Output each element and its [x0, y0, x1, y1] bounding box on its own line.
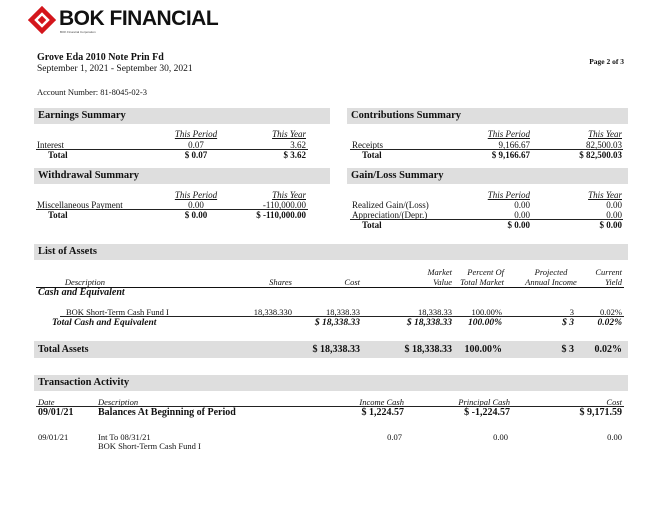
assets-col-yield-1: Current: [595, 267, 622, 277]
total-assets-income: $ 3: [561, 344, 574, 355]
assets-subtotal-percent: 100.00%: [467, 318, 502, 328]
tx-col-principal: Principal Cash: [458, 397, 510, 407]
asset-row-yield: 0.02%: [600, 307, 622, 317]
tx-beginning-principal: $ -1,224.57: [464, 407, 510, 418]
assets-col-market-2: Value: [433, 277, 452, 287]
gainloss-row-year: 0.00: [606, 200, 622, 210]
assets-col-yield-2: Yield: [605, 277, 622, 287]
earnings-row-period: 0.07: [188, 140, 204, 150]
gainloss-col-this-year: This Year: [588, 190, 622, 200]
asset-row-rule: [60, 316, 624, 317]
earnings-row-year: 3.62: [290, 140, 306, 150]
tx-row-cost: 0.00: [607, 432, 622, 442]
earnings-col-this-year: This Year: [272, 129, 306, 139]
assets-col-market-1: Market: [427, 267, 452, 277]
gainloss-row-label: Realized Gain/(Loss): [352, 200, 429, 210]
page-number: Page 2 of 3: [589, 57, 624, 66]
withdrawal-row-label: Miscellaneous Payment: [37, 200, 123, 210]
gainloss-row-label: Appreciation/(Depr.): [352, 210, 428, 220]
asset-row-shares: 18,338.330: [253, 307, 292, 317]
gainloss-summary-title: Gain/Loss Summary: [351, 170, 444, 181]
withdrawal-summary-header: [34, 168, 330, 184]
tx-row-principal: 0.00: [493, 432, 508, 442]
total-assets-cost: $ 18,338.33: [312, 344, 360, 355]
asset-row-market: 18,338.33: [418, 307, 452, 317]
gainloss-total-period: $ 0.00: [507, 220, 530, 230]
account-number-line: [37, 87, 147, 97]
tx-col-cost: Cost: [606, 397, 622, 407]
earnings-total-year: $ 3.62: [283, 150, 306, 160]
gainloss-row-year: 0.00: [606, 210, 622, 220]
contributions-total-year: $ 82,500.03: [579, 150, 622, 160]
withdrawal-col-this-year: This Year: [272, 190, 306, 200]
tx-beginning-cost: $ 9,171.59: [579, 407, 622, 418]
earnings-total-label: Total: [48, 150, 68, 160]
bok-diamond-icon: [28, 6, 56, 34]
gainloss-col-this-period: This Period: [487, 190, 530, 200]
gainloss-total-year: $ 0.00: [599, 220, 622, 230]
asset-row-cost: 18,338.33: [326, 307, 360, 317]
earnings-col-this-period: This Period: [174, 129, 218, 139]
gainloss-row-period: 0.00: [514, 200, 530, 210]
assets-col-percent-1: Percent Of: [467, 267, 504, 277]
tx-row-line1: Int To 08/31/21: [98, 432, 151, 442]
asset-row-percent: 100.00%: [471, 307, 502, 317]
withdrawal-summary-title: Withdrawal Summary: [38, 170, 140, 181]
account-number-label: Account Number:: [37, 87, 99, 97]
asset-row-description: BOK Short-Term Cash Fund I: [66, 307, 169, 317]
assets-subtotal-yield: 0.02%: [597, 318, 622, 328]
tx-beginning-date: 09/01/21: [38, 407, 74, 418]
total-assets-yield: 0.02%: [594, 344, 622, 355]
account-title: Grove Eda 2010 Note Prin Fd: [37, 52, 164, 63]
assets-subtotal-income: $ 3: [562, 318, 574, 328]
tx-beginning-description: Balances At Beginning of Period: [98, 407, 236, 418]
earnings-row-label: Interest: [37, 140, 64, 150]
withdrawal-total-period: $ 0.00: [184, 210, 208, 220]
tx-col-description: Description: [98, 397, 139, 407]
tx-row-income: 0.07: [387, 432, 402, 442]
contributions-total-period: $ 9,166.67: [491, 150, 530, 160]
gainloss-summary-header: [347, 168, 628, 184]
bok-logo: [28, 6, 219, 36]
earnings-summary-title: Earnings Summary: [38, 110, 126, 121]
statement-period: September 1, 2021 - September 30, 2021: [37, 64, 193, 74]
total-assets-market: $ 18,338.33: [404, 344, 452, 355]
account-number: 81-8045-02-3: [100, 87, 148, 97]
tx-col-income: Income Cash: [359, 397, 404, 407]
tx-col-date: Date: [38, 397, 55, 407]
contributions-row-label: Receipts: [352, 140, 383, 150]
assets-category: Cash and Equivalent: [38, 287, 125, 298]
tx-row-line2: BOK Short-Term Cash Fund I: [98, 441, 201, 451]
transaction-activity-title: Transaction Activity: [38, 377, 130, 388]
assets-subtotal-cost: $ 18,338.33: [314, 318, 360, 328]
withdrawal-total-year: $ -110,000.00: [256, 210, 306, 220]
earnings-summary-header: [34, 108, 330, 124]
total-assets-percent: 100.00%: [464, 344, 502, 355]
total-assets-label: Total Assets: [38, 344, 89, 355]
contributions-row-period: 9,166.67: [498, 140, 530, 150]
contributions-summary-header: [347, 108, 628, 124]
assets-col-cost: Cost: [344, 277, 360, 287]
withdrawal-row-year: -110,000.00: [262, 200, 306, 210]
brand-tagline: BOK Financial Corporation: [60, 30, 96, 34]
assets-subtotal-label: Total Cash and Equivalent: [52, 318, 157, 328]
list-of-assets-title: List of Assets: [38, 246, 97, 257]
earnings-total-period: $ 0.07: [184, 150, 208, 160]
tx-beginning-income: $ 1,224.57: [361, 407, 404, 418]
withdrawal-col-this-period: This Period: [174, 190, 218, 200]
brand-name: BOK FINANCIAL: [59, 7, 219, 30]
assets-col-shares: Shares: [269, 277, 292, 287]
contributions-total-label: Total: [362, 150, 382, 160]
assets-col-projected-2: Annual Income: [525, 277, 577, 287]
assets-col-percent-2: Total Market: [460, 277, 504, 287]
contributions-row-year: 82,500.03: [586, 140, 622, 150]
gainloss-total-label: Total: [362, 220, 382, 230]
gainloss-row-period: 0.00: [514, 210, 530, 220]
withdrawal-row-period: 0.00: [188, 200, 204, 210]
asset-row-income: 3: [569, 307, 574, 317]
withdrawal-total-label: Total: [48, 210, 68, 220]
contributions-col-this-period: This Period: [487, 129, 530, 139]
assets-col-projected-1: Projected: [534, 267, 568, 277]
contributions-col-this-year: This Year: [588, 129, 622, 139]
contributions-summary-title: Contributions Summary: [351, 110, 461, 121]
assets-col-description: Description: [64, 277, 106, 287]
transaction-activity-header: [34, 375, 628, 391]
assets-subtotal-market: $ 18,338.33: [406, 318, 452, 328]
tx-row-date: 09/01/21: [38, 432, 69, 442]
list-of-assets-header: [34, 244, 628, 260]
